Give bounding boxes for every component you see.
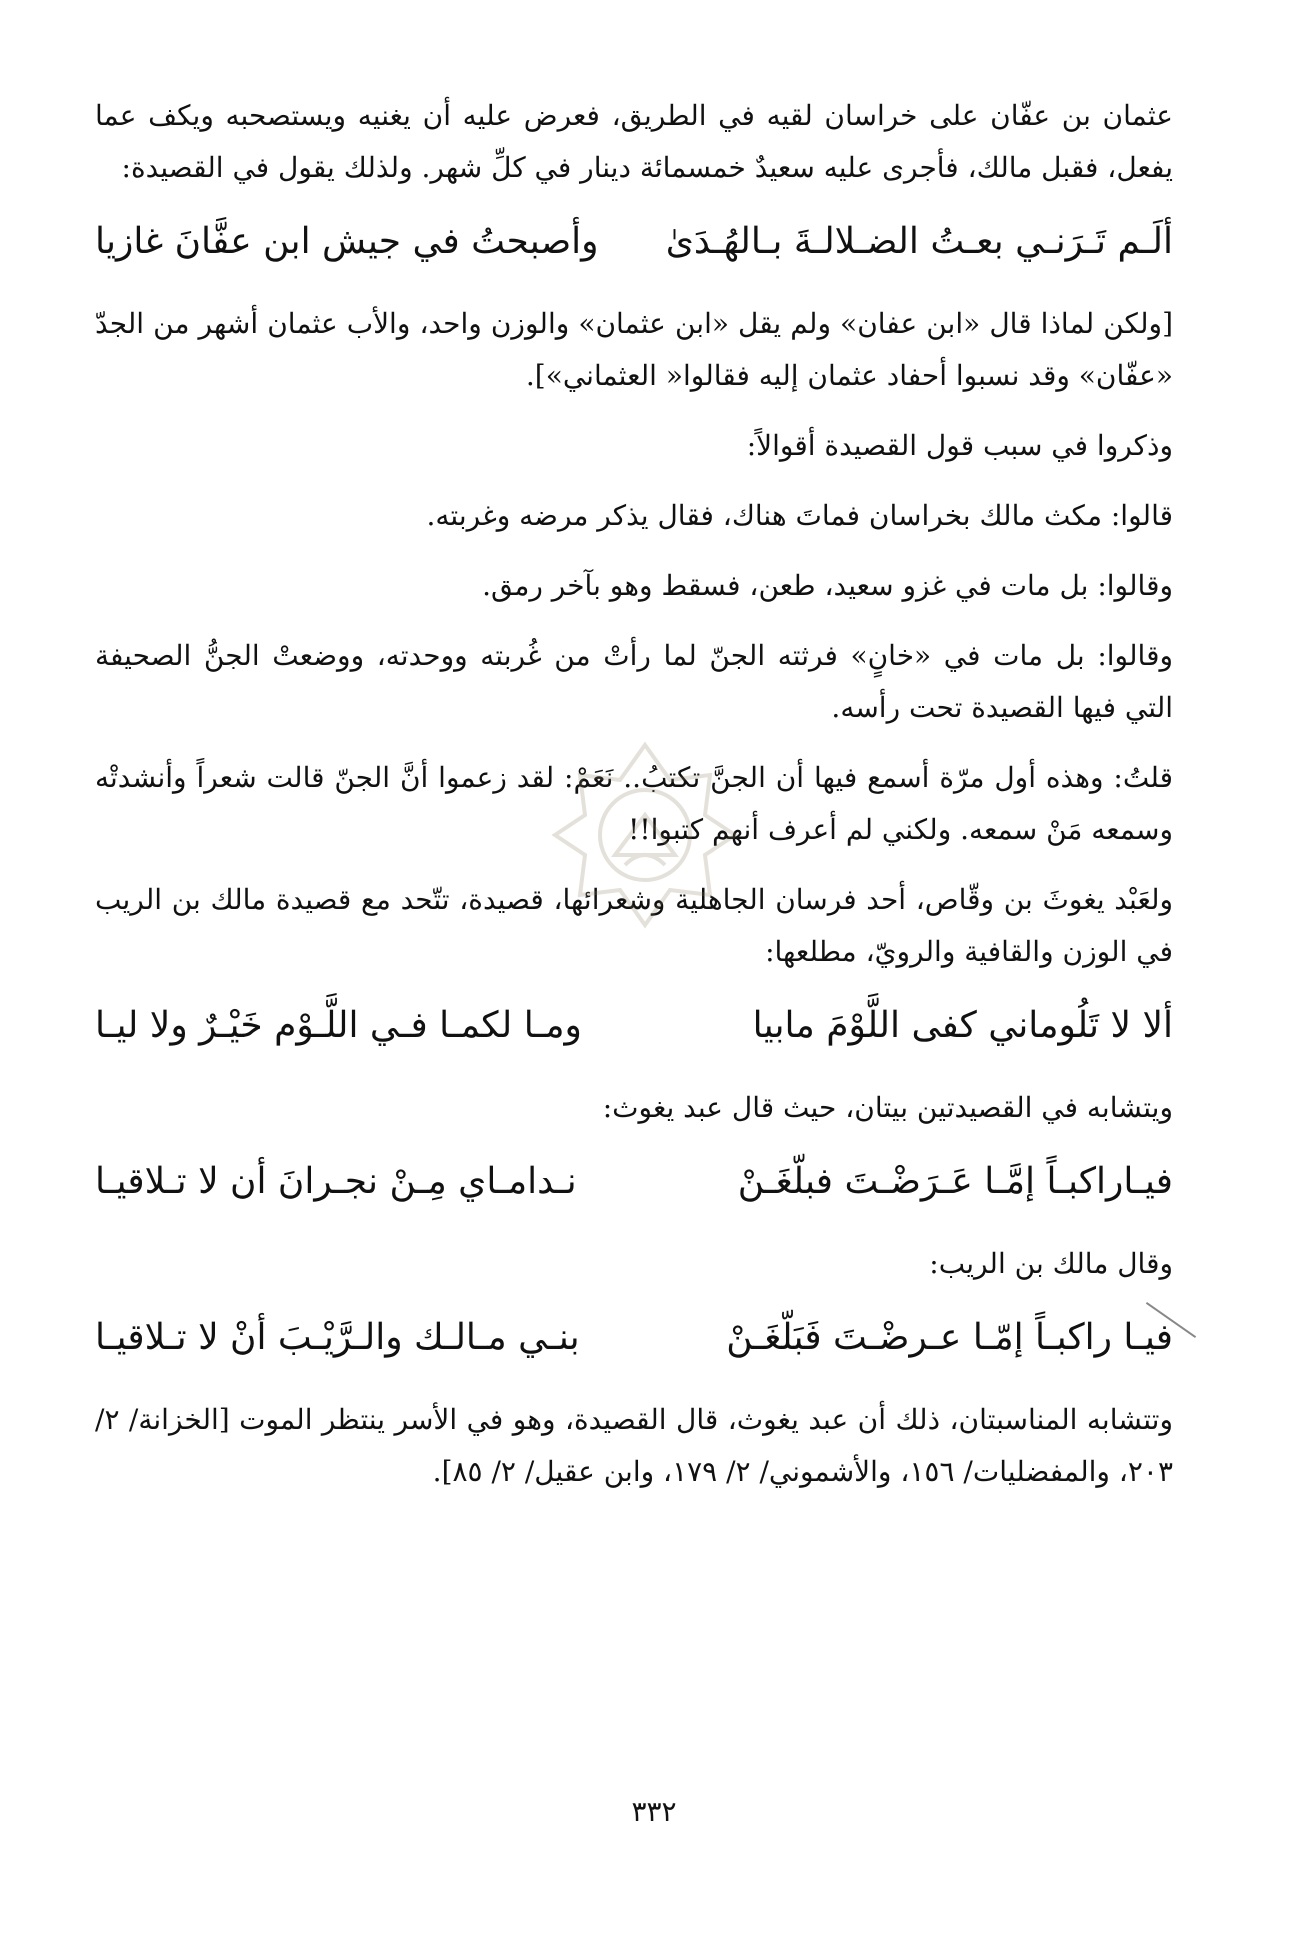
paragraph: وقال مالك بن الريب:	[929, 1247, 1173, 1280]
verse-first-hemistich: ألا لا تَلُوماني كفى اللَّوْمَ مابيا	[752, 1005, 1173, 1046]
paragraph: وذكروا في سبب قول القصيدة أقوالاً:	[746, 429, 1173, 462]
verse-second-hemistich: نـدامـاي مِـنْ نجـرانَ أن لا تـلاقيـا	[95, 1161, 577, 1202]
poem-verse	[95, 1152, 1173, 1212]
page-number: ٣٣٢	[631, 1795, 677, 1828]
poem-verse	[95, 1308, 1173, 1368]
verse-first-hemistich: ألَـم تَـرَنـي بعـتُ الضـلالـةَ بـالهُـدَىٰ	[665, 221, 1173, 262]
paragraph: وقالوا: بل مات في غزو سعيد، طعن، فسقط وهو بآخر رمق.	[482, 569, 1173, 602]
paragraph: قالوا: مكث مالك بخراسان فماتَ هناك، فقال يذكر مرضه وغربته.	[426, 499, 1173, 532]
library-seal-icon	[545, 735, 745, 935]
verse-second-hemistich: بنـي مـالـك والـرَّيْـبَ أنْ لا تـلاقيـا	[95, 1317, 580, 1358]
paragraph: ولعَبْد يغوثَ بن وقّاص، أحد فرسان الجاهلية وشعرائها، قصيدة، تتّحد مع قصيدة مالك بن الريب في الوزن والقافية والرويّ، مطلعها:	[95, 883, 1173, 968]
verse-second-hemistich: ومـا لكمـا فـي اللَّـوْم خَيْـرٌ ولا ليـا	[95, 1005, 582, 1046]
verse-second-hemistich: وأصبحتُ في جيش ابن عفَّانَ غازيا	[95, 221, 599, 262]
paragraph: عثمان بن عفّان على خراسان لقيه في الطريق، فعرض عليه أن يغنيه ويستصحبه ويكف عما يفعل، فقبل مالك، فأجرى عليه سعيدٌ خمسمائة دينار في كلِّ شهر. ولذلك يقول في القصيدة:	[95, 99, 1173, 184]
poem-verse	[95, 996, 1173, 1056]
poem-verse	[95, 212, 1173, 272]
paragraph: وقالوا: بل مات في «خانٍ» فرثته الجنّ لما رأتْ من غُربته ووحدته، ووضعتْ الجنُّ الصحيفة التي فيها القصيدة تحت رأسه.	[95, 639, 1173, 724]
paragraph: وتتشابه المناسبتان، ذلك أن عبد يغوث، قال القصيدة، وهو في الأسر ينتظر الموت [الخزانة/ ٢/ ٢٠٣، والمفضليات/ ١٥٦، والأشموني/ ٢/ ١٧٩، وابن عقيل/ ٢/ ٨٥].	[95, 1403, 1173, 1488]
paragraph: [ولكن لماذا قال «ابن عفان» ولم يقل «ابن عثمان» والوزن واحد، والأب عثمان أشهر من الجدّ «عفّان» وقد نسبوا أحفاد عثمان إليه فقالوا« العثماني»].	[95, 307, 1173, 392]
paragraph: ويتشابه في القصيدتين بيتان، حيث قال عبد يغوث:	[602, 1091, 1173, 1124]
page-body	[95, 90, 1173, 1870]
paragraph: قلتُ: وهذه أول مرّة أسمع فيها أن الجنَّ تكتبُ.. نَعَمْ: لقد زعموا أنَّ الجنّ قالت شعراً وأنشدتْه وسمعه مَنْ سمعه. ولكني لم أعرف أنهم كتبوا!!	[95, 761, 1173, 846]
verse-first-hemistich: فيـاراكبـاً إمَّـا عَـرَضْـتَ فبلّغَـنْ	[737, 1161, 1173, 1202]
verse-first-hemistich: فيـا راكبـاً إمّـا عـرضْـتَ فَبَلّغَـنْ	[726, 1317, 1173, 1358]
